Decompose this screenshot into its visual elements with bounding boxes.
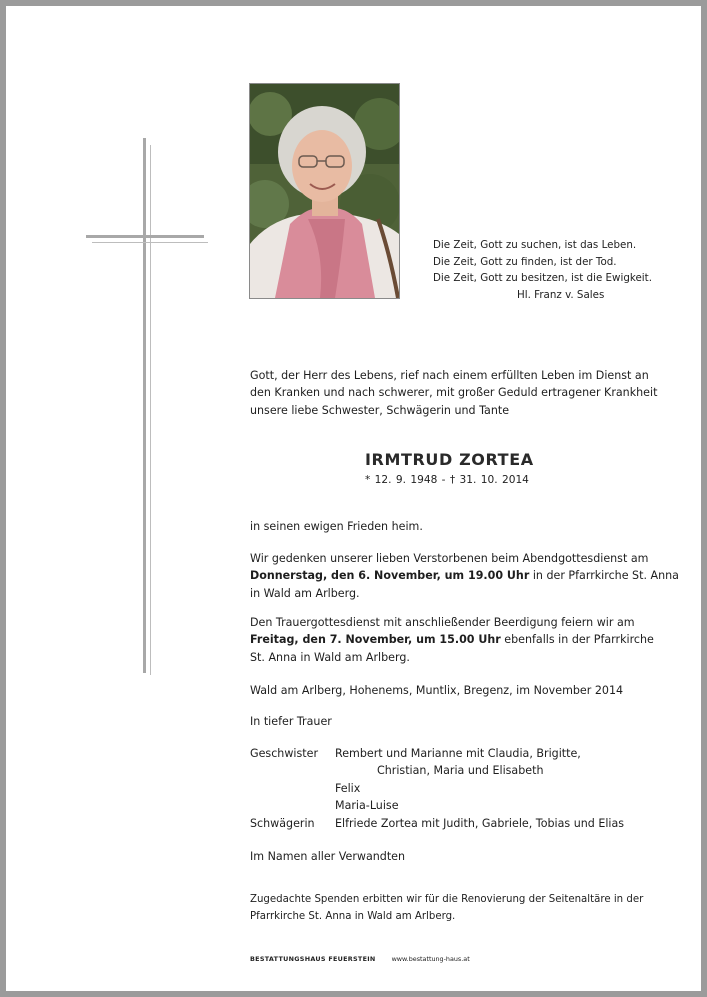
intro-line: Gott, der Herr des Lebens, rief nach einem erfüllten Leben im Dienst an xyxy=(250,369,649,382)
peace-line: in seinen ewigen Frieden heim. xyxy=(250,520,423,533)
funeral-home-url[interactable]: www.bestattung-haus.at xyxy=(391,955,470,963)
funeral-line: Den Trauergottesdienst mit anschließender Beerdigung feiern wir am xyxy=(250,616,635,629)
evening-mass-paragraph xyxy=(250,550,679,602)
evening-mass-line: in Wald am Arlberg. xyxy=(250,586,360,600)
evening-mass-line xyxy=(250,567,679,584)
evening-mass-line: Wir gedenken unserer lieben Verstorbenen beim Abendgottesdienst am xyxy=(250,552,649,565)
intro-paragraph xyxy=(250,367,658,419)
funeral-place: ebenfalls in der Pfarrkirche xyxy=(500,633,654,647)
quote-line: Die Zeit, Gott zu finden, ist der Tod. xyxy=(433,255,617,268)
quote-line: Die Zeit, Gott zu suchen, ist das Leben. xyxy=(433,239,637,251)
funeral-paragraph xyxy=(250,614,654,666)
intro-line: unsere liebe Schwester, Schwägerin und Tante xyxy=(250,403,510,417)
cross-horizontal-shadow xyxy=(92,242,208,243)
donation-paragraph xyxy=(250,892,650,925)
in-grief: In tiefer Trauer xyxy=(250,715,332,728)
portrait-photo xyxy=(249,83,400,299)
funeral-line: St. Anna in Wald am Arlberg. xyxy=(250,650,410,664)
inlaw-label: Schwägerin xyxy=(250,816,315,830)
siblings-names: Christian, Maria und Elisabeth xyxy=(377,764,544,778)
evening-mass-date: Donnerstag, den 6. November, um 19.00 Uhr xyxy=(250,569,530,583)
quote-author: Hl. Franz v. Sales xyxy=(517,288,605,301)
siblings-label: Geschwister xyxy=(250,747,319,760)
funeral-date: Freitag, den 7. November, um 15.00 Uhr xyxy=(250,633,501,647)
intro-line: den Kranken und nach schwerer, mit großer Geduld ertragener Krankheit xyxy=(250,386,658,400)
siblings-names: Felix xyxy=(335,781,361,795)
siblings-names: Rembert und Marianne mit Claudia, Brigitte, xyxy=(335,747,581,760)
cross-vertical-beam xyxy=(143,138,146,673)
footer xyxy=(250,955,470,963)
siblings-names: Maria-Luise xyxy=(335,799,399,813)
donation-line: Zugedachte Spenden erbitten wir für die Renovierung der Seitenaltäre in der xyxy=(250,894,644,905)
place-date: Wald am Arlberg, Hohenems, Muntlix, Bregenz, im November 2014 xyxy=(250,684,624,697)
funeral-line xyxy=(250,631,654,648)
quote-line: Die Zeit, Gott zu besitzen, ist die Ewigkeit. xyxy=(433,272,652,284)
donation-line: Pfarrkirche St. Anna in Wald am Arlberg. xyxy=(250,910,456,922)
quote-block xyxy=(433,237,673,303)
funeral-home-name: BESTATTUNGSHAUS FEUERSTEIN xyxy=(250,955,376,963)
evening-mass-place: in der Pfarrkirche St. Anna xyxy=(529,569,679,583)
inlaw-names: Elfriede Zortea mit Judith, Gabriele, Tobias und Elias xyxy=(335,816,625,830)
deceased-name: IRMTRUD ZORTEA xyxy=(365,450,534,469)
relatives-line: Im Namen aller Verwandten xyxy=(250,850,406,863)
cross-horizontal-beam xyxy=(86,235,204,238)
cross-vertical-shadow xyxy=(150,145,151,675)
life-dates: * 12. 9. 1948 - † 31. 10. 2014 xyxy=(365,474,529,486)
